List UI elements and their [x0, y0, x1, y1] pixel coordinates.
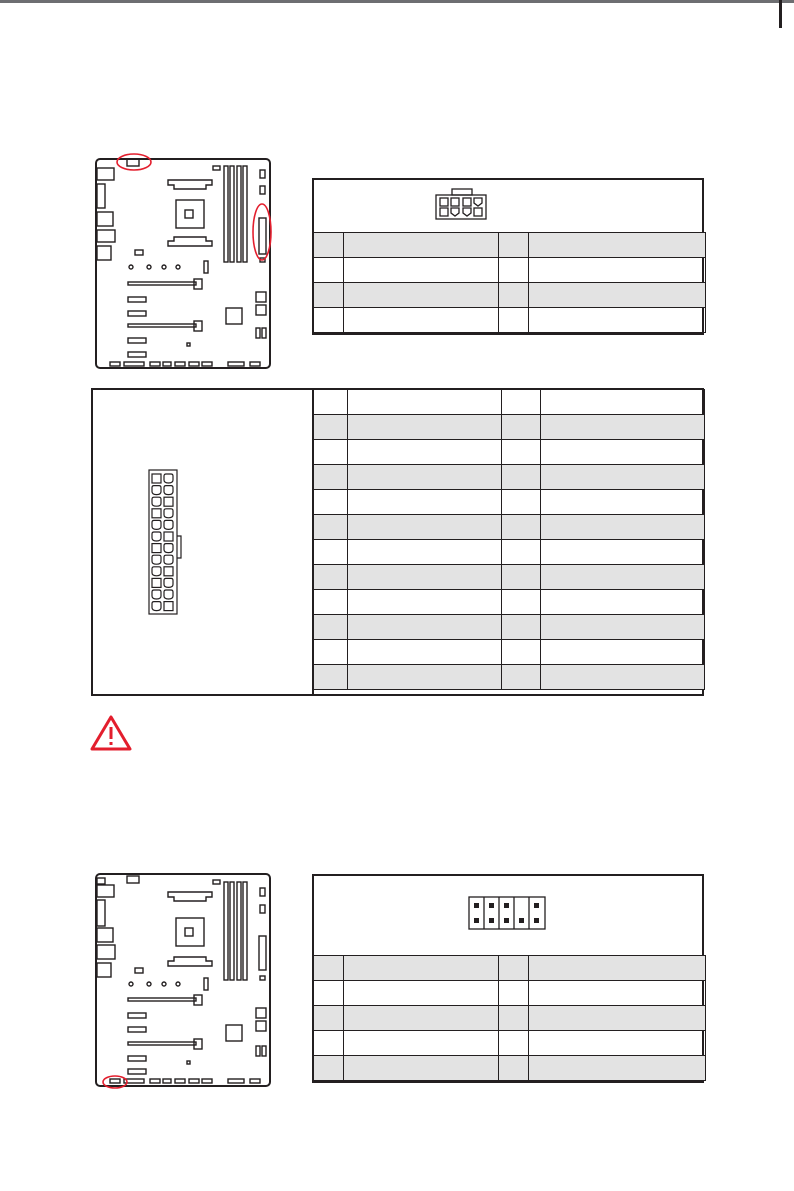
- connector-pin: [152, 474, 161, 483]
- table-row: [314, 308, 706, 333]
- connector-pin: [152, 520, 161, 529]
- 24-pin-atx-connector-icon: [147, 468, 183, 616]
- table-row: [314, 640, 705, 665]
- table-row: [314, 1006, 706, 1031]
- table-row: [314, 390, 705, 415]
- table-row: [314, 515, 705, 540]
- table-row: [314, 415, 705, 440]
- page-corner-mark: [779, 0, 782, 28]
- connector-pin: [152, 555, 161, 564]
- connector-pin: [164, 474, 173, 483]
- connector-pin: [152, 590, 161, 599]
- cpu-power-pin-table: [313, 232, 706, 333]
- table-row: [314, 615, 705, 640]
- connector-pin: [164, 555, 173, 564]
- connector-pin: [152, 578, 161, 587]
- connector-pin: [164, 544, 173, 553]
- connector-pin: [164, 602, 173, 611]
- table-row: [314, 283, 706, 308]
- table-row: [314, 258, 706, 283]
- 8-pin-power-connector-icon: [435, 187, 487, 221]
- connector-pin: [164, 497, 173, 506]
- connector-pin: [164, 520, 173, 529]
- connector-pin: [164, 509, 173, 518]
- connector-pin: [152, 544, 161, 553]
- connector-pin: [164, 532, 173, 541]
- warning-triangle-icon: [90, 714, 132, 752]
- table-row: [314, 440, 705, 465]
- table-row: [314, 981, 706, 1006]
- jci-pin-table: [313, 955, 706, 1081]
- atx-power-pin-table: [313, 389, 705, 690]
- connector-pin: [164, 578, 173, 587]
- top-rule: [0, 0, 794, 3]
- connector-pin: [152, 602, 161, 611]
- 10-pin-header-icon: [468, 896, 546, 930]
- connector-pin: [152, 486, 161, 495]
- connector-pin: [164, 486, 173, 495]
- table-row: [314, 465, 705, 490]
- table-row: [314, 540, 705, 565]
- cpu-power-table-frame: [312, 178, 704, 335]
- table-row: [314, 490, 705, 515]
- connector-pin: [152, 509, 161, 518]
- table-row: [314, 590, 705, 615]
- connector-pin: [164, 567, 173, 576]
- connector-pin: [152, 532, 161, 541]
- connector-pin: [152, 567, 161, 576]
- connector-pin: [152, 497, 161, 506]
- connector-pin: [164, 590, 173, 599]
- jci-header-table-frame: [312, 874, 704, 1083]
- table-row: [314, 1056, 706, 1081]
- table-row: [314, 1031, 706, 1056]
- motherboard-layout-icon-top: [90, 148, 272, 370]
- motherboard-layout-icon-bottom: [90, 870, 272, 1092]
- table-row: [314, 565, 705, 590]
- table-row: [314, 956, 706, 981]
- atx-power-table-frame: [91, 388, 704, 696]
- table-row: [314, 233, 706, 258]
- table-row: [314, 665, 705, 690]
